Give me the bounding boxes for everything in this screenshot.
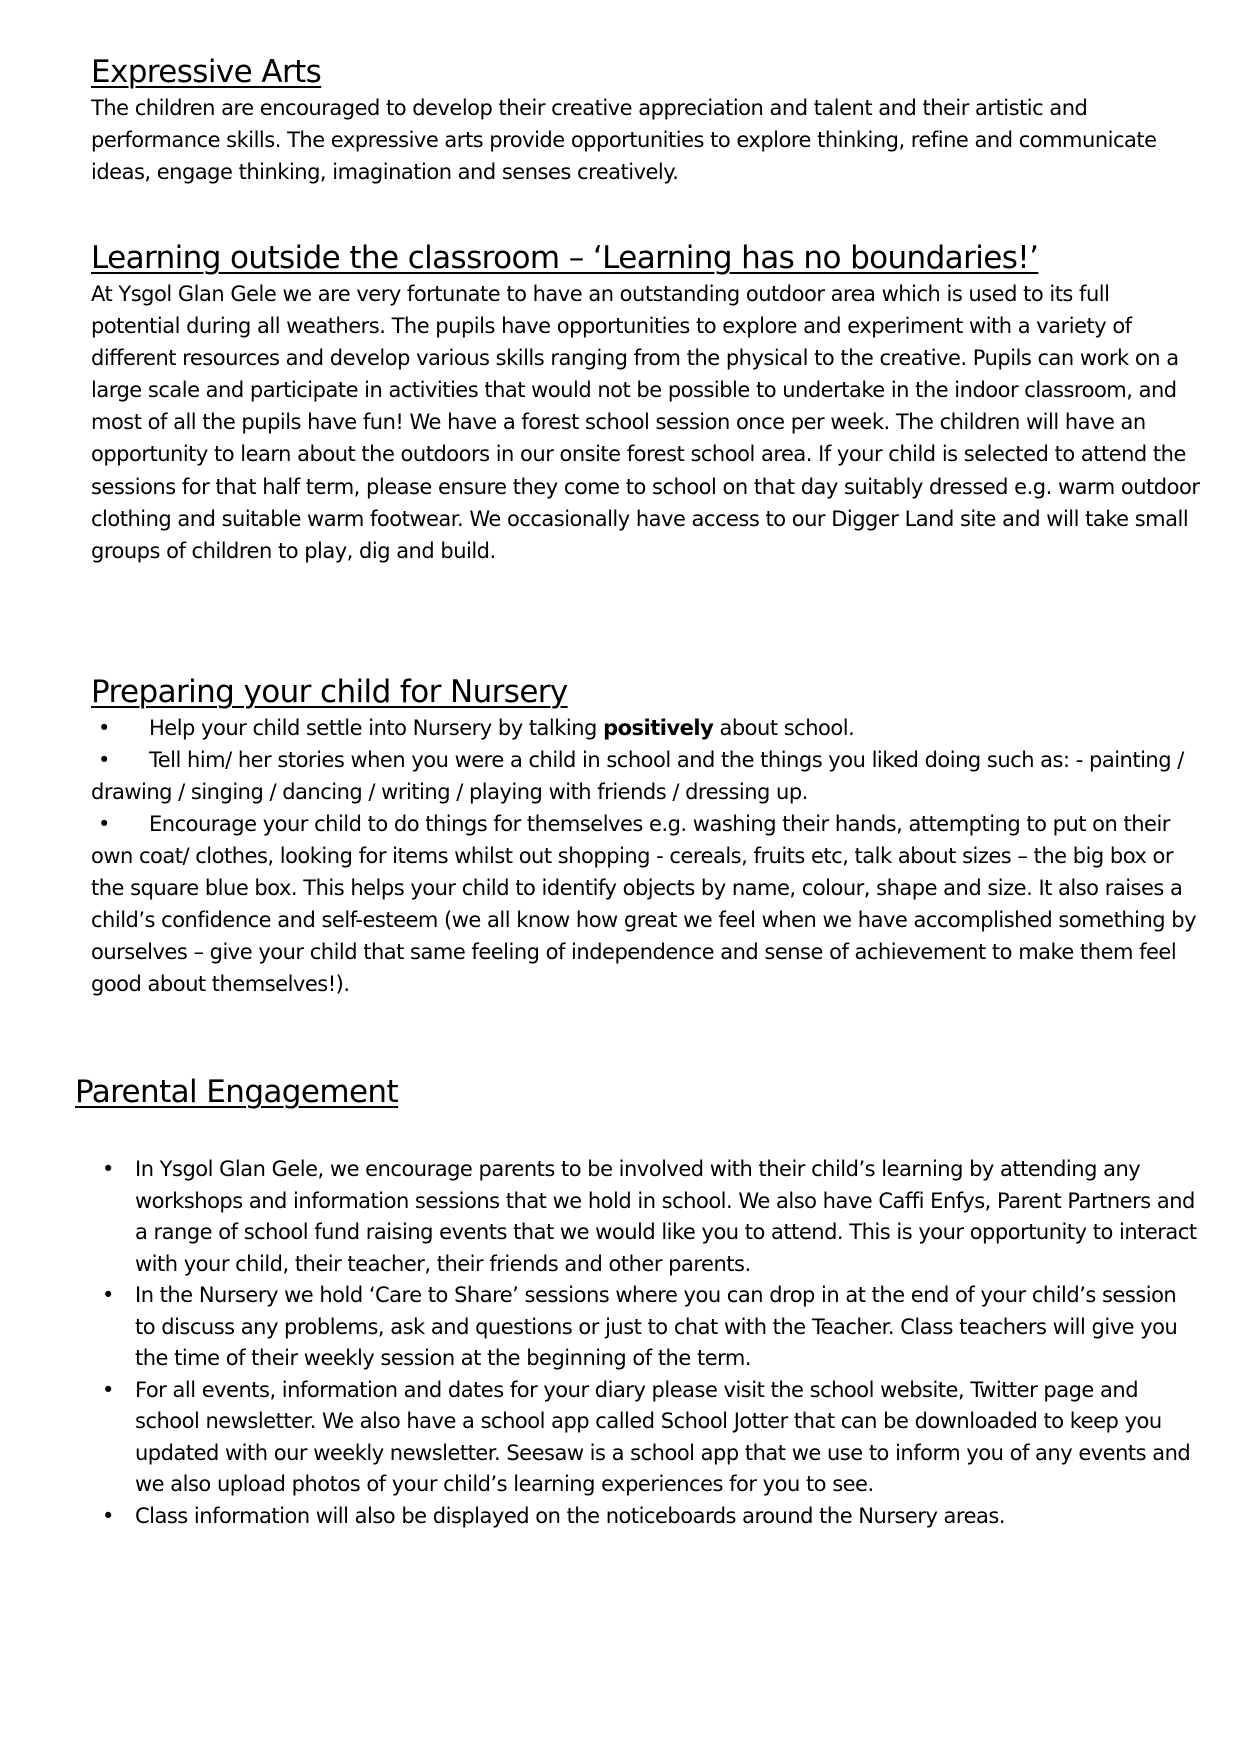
list-item-text: In the Nursery we hold ‘Care to Share’ sessions where you can drop in at the end of your child’s session to discuss any problems, ask and questions or just to chat with the Teacher. Class teachers will give you the time of their weekly session at the beginning of the term. bbox=[135, 1283, 1178, 1370]
list-item bbox=[75, 1154, 1201, 1280]
preparing-item bbox=[91, 808, 1201, 1000]
bullet-icon: • bbox=[98, 812, 110, 836]
list-item-text: For all events, information and dates for your diary please visit the school website, Twitter page and school newsletter. We also have a school app called School Jotter that can be downloaded to keep you updated with our weekly newsletter. Seesaw is a school app that we use to inform you of any events and we also upload photos of your child’s learning experiences for you to see. bbox=[135, 1377, 1191, 1496]
parental-engagement-section bbox=[75, 1072, 1201, 1532]
learning-outside-section bbox=[91, 238, 1201, 567]
bullet-icon: • bbox=[102, 1503, 114, 1528]
preparing-item-text: Encourage your child to do things for themselves e.g. washing their hands, attempting to put on their own coat/ clothes, looking for items whilst out shopping - cereals, fruits etc, talk about sizes – the big box or the square blue box. This helps your child to identify objects by name, colour, shape and size. It also raises a child’s confidence and self-esteem (we all know how great we feel when we have accomplished something by ourselves – give your child that same feeling of independence and sense of achievement to make them feel good about themselves!). bbox=[91, 812, 1197, 996]
expressive-arts-heading: Expressive Arts bbox=[91, 54, 322, 90]
preparing-item-emphasis: positively bbox=[603, 716, 714, 740]
learning-outside-heading: Learning outside the classroom – ‘Learning has no boundaries!’ bbox=[91, 240, 1039, 276]
bullet-icon: • bbox=[98, 716, 110, 740]
learning-outside-paragraph: At Ysgol Glan Gele we are very fortunate to have an outstanding outdoor area which is used to its full potential during all weathers. The pupils have opportunities to explore and experiment with a variety of different resources and develop various skills ranging from the physical to the creative. Pupils can work on a large scale and participate in activities that would not be possible to undertake in the indoor classroom, and most of all the pupils have fun! We have a forest school session once per week. The children will have an opportunity to learn about the outdoors in our onsite forest school area. If your child is selected to attend the sessions for that half term, please ensure they come to school on that day suitably dressed e.g. warm outdoor clothing and suitable warm footwear. We occasionally have access to our Digger Land site and will take small groups of children to play, dig and build. bbox=[91, 282, 1200, 563]
bullet-icon: • bbox=[102, 1377, 114, 1402]
preparing-heading: Preparing your child for Nursery bbox=[91, 674, 568, 710]
list-item-text: Class information will also be displayed on the noticeboards around the Nursery areas. bbox=[135, 1503, 1006, 1528]
list-item-text: In Ysgol Glan Gele, we encourage parents to be involved with their child’s learning by attending any workshops and information sessions that we hold in school. We also have Caffi Enfys, Parent Partners and a range of school fund raising events that we would like you to attend. This is your opportunity to interact with your child, their teacher, their friends and other parents. bbox=[135, 1157, 1197, 1276]
parental-engagement-heading: Parental Engagement bbox=[75, 1074, 399, 1110]
list-item bbox=[75, 1375, 1201, 1501]
preparing-item bbox=[91, 712, 1201, 744]
bullet-icon: • bbox=[102, 1157, 114, 1181]
bullet-icon: • bbox=[102, 1283, 114, 1307]
expressive-arts-paragraph: The children are encouraged to develop their creative appreciation and talent and their artistic and performance skills. The expressive arts provide opportunities to explore thinking, refine and communicate ideas, engage thinking, imagination and senses creatively. bbox=[91, 96, 1157, 184]
list-item bbox=[75, 1280, 1201, 1375]
preparing-item bbox=[91, 744, 1201, 808]
list-item bbox=[75, 1501, 1201, 1533]
preparing-item-text: Help your child settle into Nursery by talking bbox=[149, 716, 604, 740]
bullet-icon: • bbox=[98, 748, 110, 772]
expressive-arts-section bbox=[91, 52, 1201, 188]
preparing-item-text-end: about school. bbox=[713, 716, 855, 740]
preparing-item-text: Tell him/ her stories when you were a child in school and the things you liked doing such as: - painting / drawing / singing / dancing / writing / playing with friends / dressing up. bbox=[91, 748, 1184, 804]
preparing-section bbox=[91, 672, 1201, 1000]
parental-engagement-list bbox=[75, 1154, 1201, 1532]
